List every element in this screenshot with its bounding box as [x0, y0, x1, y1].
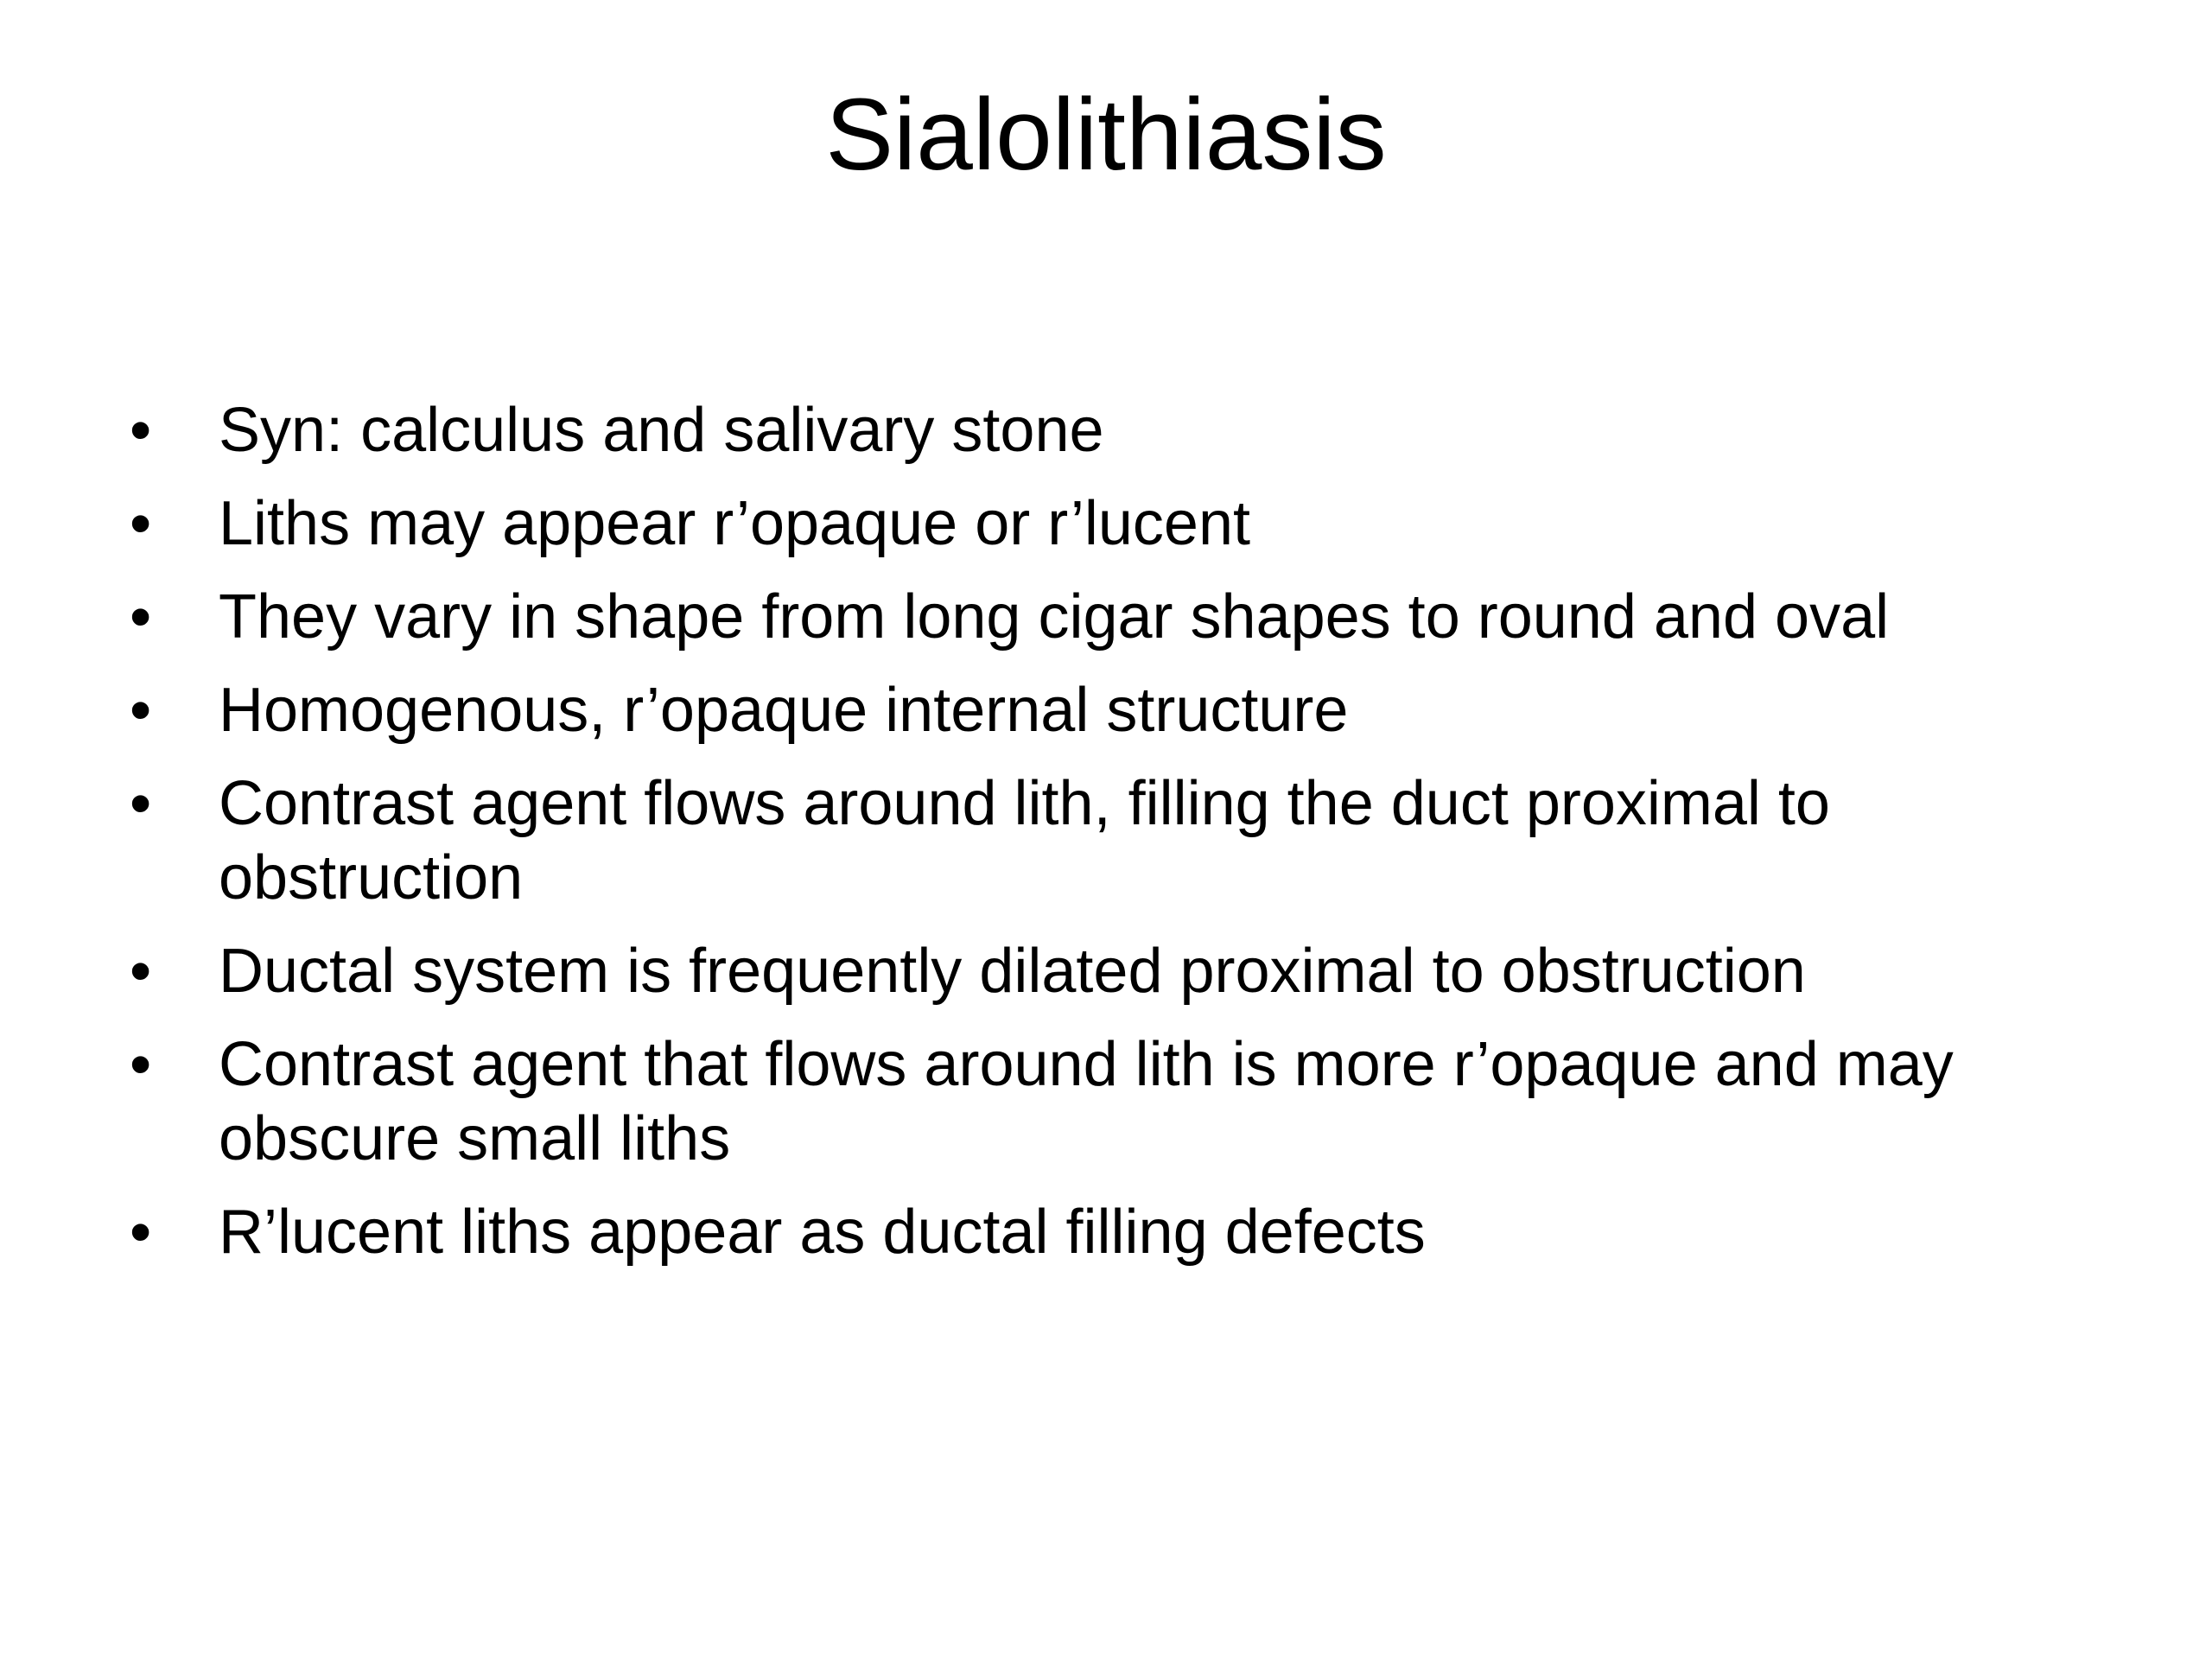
- bullet-text: Ductal system is frequently dilated proximal to obstruction: [219, 937, 1806, 1006]
- bullet-list: [130, 393, 2117, 1288]
- bullet-icon: •: [130, 489, 152, 558]
- list-item: [130, 766, 2117, 915]
- bullet-icon: •: [130, 582, 152, 652]
- list-item: [130, 393, 2117, 467]
- bullet-text: Contrast agent flows around lith, filling the duct proximal to obstruction: [219, 769, 1830, 912]
- bullet-text: R’lucent liths appear as ductal filling defects: [219, 1198, 1426, 1267]
- list-item: [130, 1195, 2117, 1269]
- list-item: [130, 673, 2117, 747]
- bullet-icon: •: [130, 396, 152, 465]
- slide-title: Sialolithiasis: [825, 78, 1387, 192]
- list-item: [130, 486, 2117, 561]
- bullet-icon: •: [130, 937, 152, 1006]
- bullet-text: Syn: calculus and salivary stone: [219, 396, 1104, 465]
- bullet-icon: •: [130, 769, 152, 838]
- bullet-text: Contrast agent that flows around lith is more r’opaque and may obscure small liths: [219, 1030, 1954, 1173]
- list-item: [130, 1027, 2117, 1176]
- bullet-text: They vary in shape from long cigar shapes to round and oval: [219, 582, 1890, 652]
- list-item: [130, 934, 2117, 1008]
- bullet-icon: •: [130, 1198, 152, 1267]
- bullet-text: Homogenous, r’opaque internal structure: [219, 676, 1349, 745]
- bullet-icon: •: [130, 676, 152, 745]
- bullet-icon: •: [130, 1030, 152, 1099]
- bullet-text: Liths may appear r’opaque or r’lucent: [219, 489, 1251, 558]
- list-item: [130, 580, 2117, 654]
